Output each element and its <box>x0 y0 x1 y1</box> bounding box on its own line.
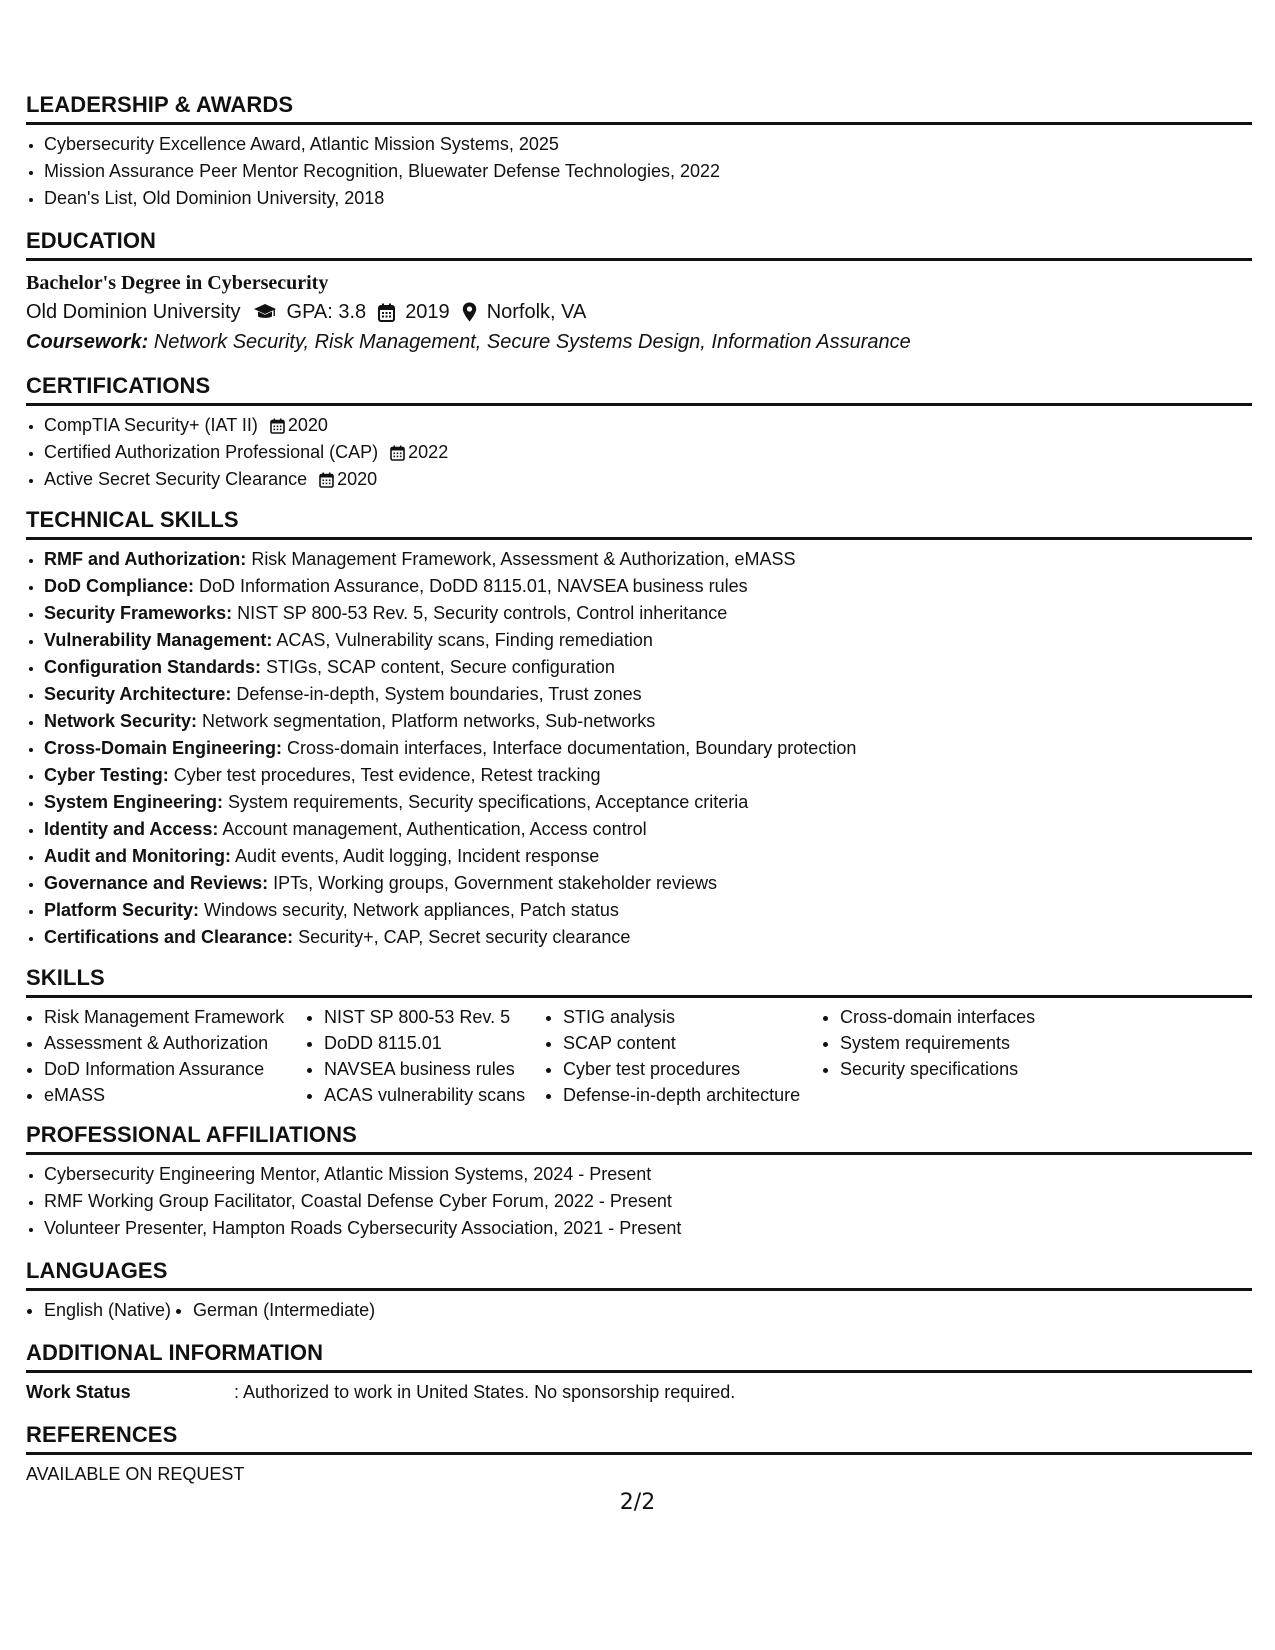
languages-list <box>26 1297 1252 1324</box>
certifications-list <box>26 412 1252 493</box>
list-item: • Defense-in-depth architecture <box>563 1082 822 1108</box>
language-item: • German (Intermediate) <box>193 1297 375 1324</box>
list-item <box>44 843 1252 870</box>
cert-name: • Active Secret Security Clearance <box>44 469 308 489</box>
list-item <box>44 735 1252 762</box>
list-item: • DoD Information Assurance <box>44 1056 306 1082</box>
affiliations-section <box>26 1122 1252 1242</box>
skills-column <box>26 1004 306 1108</box>
list-item <box>44 897 1252 924</box>
education-heading: EDUCATION <box>26 228 1252 261</box>
skill-category: Platform Security: <box>44 900 200 920</box>
list-item: • Mission Assurance Peer Mentor Recognition, Bluewater Defense Technologies, 2022 <box>44 158 1252 185</box>
school-location: Norfolk, VA <box>486 301 587 323</box>
skill-details: Network segmentation, Platform networks, Sub-networks <box>197 711 656 731</box>
skill-details: Audit events, Audit logging, Incident response <box>230 846 600 866</box>
work-status-row <box>26 1379 1252 1406</box>
list-item <box>44 924 1252 951</box>
technical-skills-heading: TECHNICAL SKILLS <box>26 507 1252 540</box>
list-item <box>44 870 1252 897</box>
additional-info-section <box>26 1340 1252 1406</box>
school-name: Old Dominion University <box>26 301 241 323</box>
skills-column <box>306 1004 545 1108</box>
skill-details: ACAS, Vulnerability scans, Finding remediation <box>272 630 653 650</box>
list-item <box>44 627 1252 654</box>
work-status-label: Work Status <box>26 1382 131 1402</box>
list-item: • STIG analysis <box>563 1004 822 1030</box>
list-item: • ACAS vulnerability scans <box>324 1082 545 1108</box>
skills-heading: SKILLS <box>26 965 1252 998</box>
list-item: • NIST SP 800-53 Rev. 5 <box>324 1004 545 1030</box>
skill-category: Governance and Reviews: <box>44 873 269 893</box>
skill-category: Certifications and Clearance: <box>44 927 294 947</box>
certifications-section <box>26 373 1252 493</box>
work-status-value: : Authorized to work in United States. No sponsorship required. <box>234 1382 736 1402</box>
leadership-section <box>26 92 1252 212</box>
skill-category: Network Security: <box>44 711 198 731</box>
list-item: • System requirements <box>840 1030 1140 1056</box>
graduation-cap-icon <box>253 303 277 321</box>
skill-details: Defense-in-depth, System boundaries, Trust zones <box>231 684 642 704</box>
list-item <box>44 762 1252 789</box>
skill-category: Configuration Standards: <box>44 657 261 677</box>
skill-details: Windows security, Network appliances, Patch status <box>199 900 619 920</box>
cert-year: 2020 <box>287 415 328 435</box>
list-item <box>44 654 1252 681</box>
languages-heading: LANGUAGES <box>26 1258 1252 1291</box>
technical-skills-list <box>26 546 1252 951</box>
list-item: • Cybersecurity Engineering Mentor, Atlantic Mission Systems, 2024 - Present <box>44 1161 1252 1188</box>
skill-category: Audit and Monitoring: <box>44 846 231 866</box>
skill-category: System Engineering: <box>44 792 224 812</box>
list-item: • Risk Management Framework <box>44 1004 306 1030</box>
calendar-icon <box>270 418 285 434</box>
cert-name: • CompTIA Security+ (IAT II) <box>44 415 258 435</box>
additional-info-heading: ADDITIONAL INFORMATION <box>26 1340 1252 1373</box>
cert-name: • Certified Authorization Professional (CAP) <box>44 442 379 462</box>
affiliations-list <box>26 1161 1252 1242</box>
skill-category: Security Frameworks: <box>44 603 233 623</box>
coursework-text: Network Security, Risk Management, Secure Systems Design, Information Assurance <box>153 331 911 353</box>
skill-details: Cyber test procedures, Test evidence, Retest tracking <box>168 765 601 785</box>
list-item: • Assessment & Authorization <box>44 1030 306 1056</box>
references-heading: REFERENCES <box>26 1422 1252 1455</box>
list-item <box>44 600 1252 627</box>
skill-category: RMF and Authorization: <box>44 549 247 569</box>
skills-column <box>822 1004 1140 1108</box>
list-item: • RMF Working Group Facilitator, Coastal Defense Cyber Forum, 2022 - Present <box>44 1188 1252 1215</box>
cert-year: 2020 <box>337 469 378 489</box>
skill-details: Risk Management Framework, Assessment & Authorization, eMASS <box>246 549 796 569</box>
list-item: • Cross-domain interfaces <box>840 1004 1140 1030</box>
skill-details: System requirements, Security specifications, Acceptance criteria <box>223 792 749 812</box>
calendar-icon <box>378 303 395 322</box>
list-item: • DoDD 8115.01 <box>324 1030 545 1056</box>
list-item: • Cyber test procedures <box>563 1056 822 1082</box>
map-pin-icon <box>462 302 477 322</box>
list-item <box>44 546 1252 573</box>
references-text: AVAILABLE ON REQUEST <box>26 1464 245 1484</box>
list-item: • SCAP content <box>563 1030 822 1056</box>
list-item <box>44 412 1252 439</box>
education-details <box>26 297 1252 327</box>
cert-year: 2022 <box>408 442 449 462</box>
graduation-year: 2019 <box>405 301 450 323</box>
list-item <box>44 816 1252 843</box>
list-item: • NAVSEA business rules <box>324 1056 545 1082</box>
skill-details: Account management, Authentication, Access control <box>218 819 647 839</box>
skills-section <box>26 965 1252 1108</box>
calendar-icon <box>319 472 334 488</box>
page-number: 2/2 <box>619 1490 656 1515</box>
list-item <box>44 681 1252 708</box>
skill-category: Identity and Access: <box>44 819 219 839</box>
languages-section <box>26 1258 1252 1324</box>
list-item: • Cybersecurity Excellence Award, Atlantic Mission Systems, 2025 <box>44 131 1252 158</box>
certifications-heading: CERTIFICATIONS <box>26 373 1252 406</box>
education-section <box>26 228 1252 357</box>
list-item <box>44 439 1252 466</box>
skills-column <box>545 1004 822 1108</box>
technical-skills-section <box>26 507 1252 951</box>
list-item <box>44 573 1252 600</box>
skill-category: Cyber Testing: <box>44 765 169 785</box>
skill-details: IPTs, Working groups, Government stakeholder reviews <box>268 873 717 893</box>
coursework <box>26 327 1252 357</box>
skill-category: Vulnerability Management: <box>44 630 273 650</box>
list-item: • Dean's List, Old Dominion University, 2018 <box>44 185 1252 212</box>
skill-details: NIST SP 800-53 Rev. 5, Security controls, Control inheritance <box>232 603 728 623</box>
list-item: • Volunteer Presenter, Hampton Roads Cybersecurity Association, 2021 - Present <box>44 1215 1252 1242</box>
resume-page-2 <box>26 92 1252 1488</box>
affiliations-heading: PROFESSIONAL AFFILIATIONS <box>26 1122 1252 1155</box>
leadership-heading: LEADERSHIP & AWARDS <box>26 92 1252 125</box>
skill-details: Cross-domain interfaces, Interface documentation, Boundary protection <box>282 738 857 758</box>
skill-category: DoD Compliance: <box>44 576 195 596</box>
leadership-list <box>26 131 1252 212</box>
list-item: • Security specifications <box>840 1056 1140 1082</box>
list-item <box>44 789 1252 816</box>
skill-category: Security Architecture: <box>44 684 232 704</box>
calendar-icon <box>390 445 405 461</box>
skill-details: STIGs, SCAP content, Secure configuration <box>261 657 615 677</box>
degree-title: Bachelor's Degree in Cybersecurity <box>26 272 329 294</box>
skills-grid <box>26 1004 1252 1108</box>
gpa-value: GPA: 3.8 <box>286 301 367 323</box>
skill-details: Security+, CAP, Secret security clearance <box>293 927 631 947</box>
skill-details: DoD Information Assurance, DoDD 8115.01, NAVSEA business rules <box>194 576 748 596</box>
language-item: • English (Native) <box>44 1297 171 1324</box>
list-item <box>44 708 1252 735</box>
skill-category: Cross-Domain Engineering: <box>44 738 283 758</box>
coursework-label: Coursework: <box>26 331 149 353</box>
references-section <box>26 1422 1252 1488</box>
list-item <box>44 466 1252 493</box>
list-item: • eMASS <box>44 1082 306 1108</box>
